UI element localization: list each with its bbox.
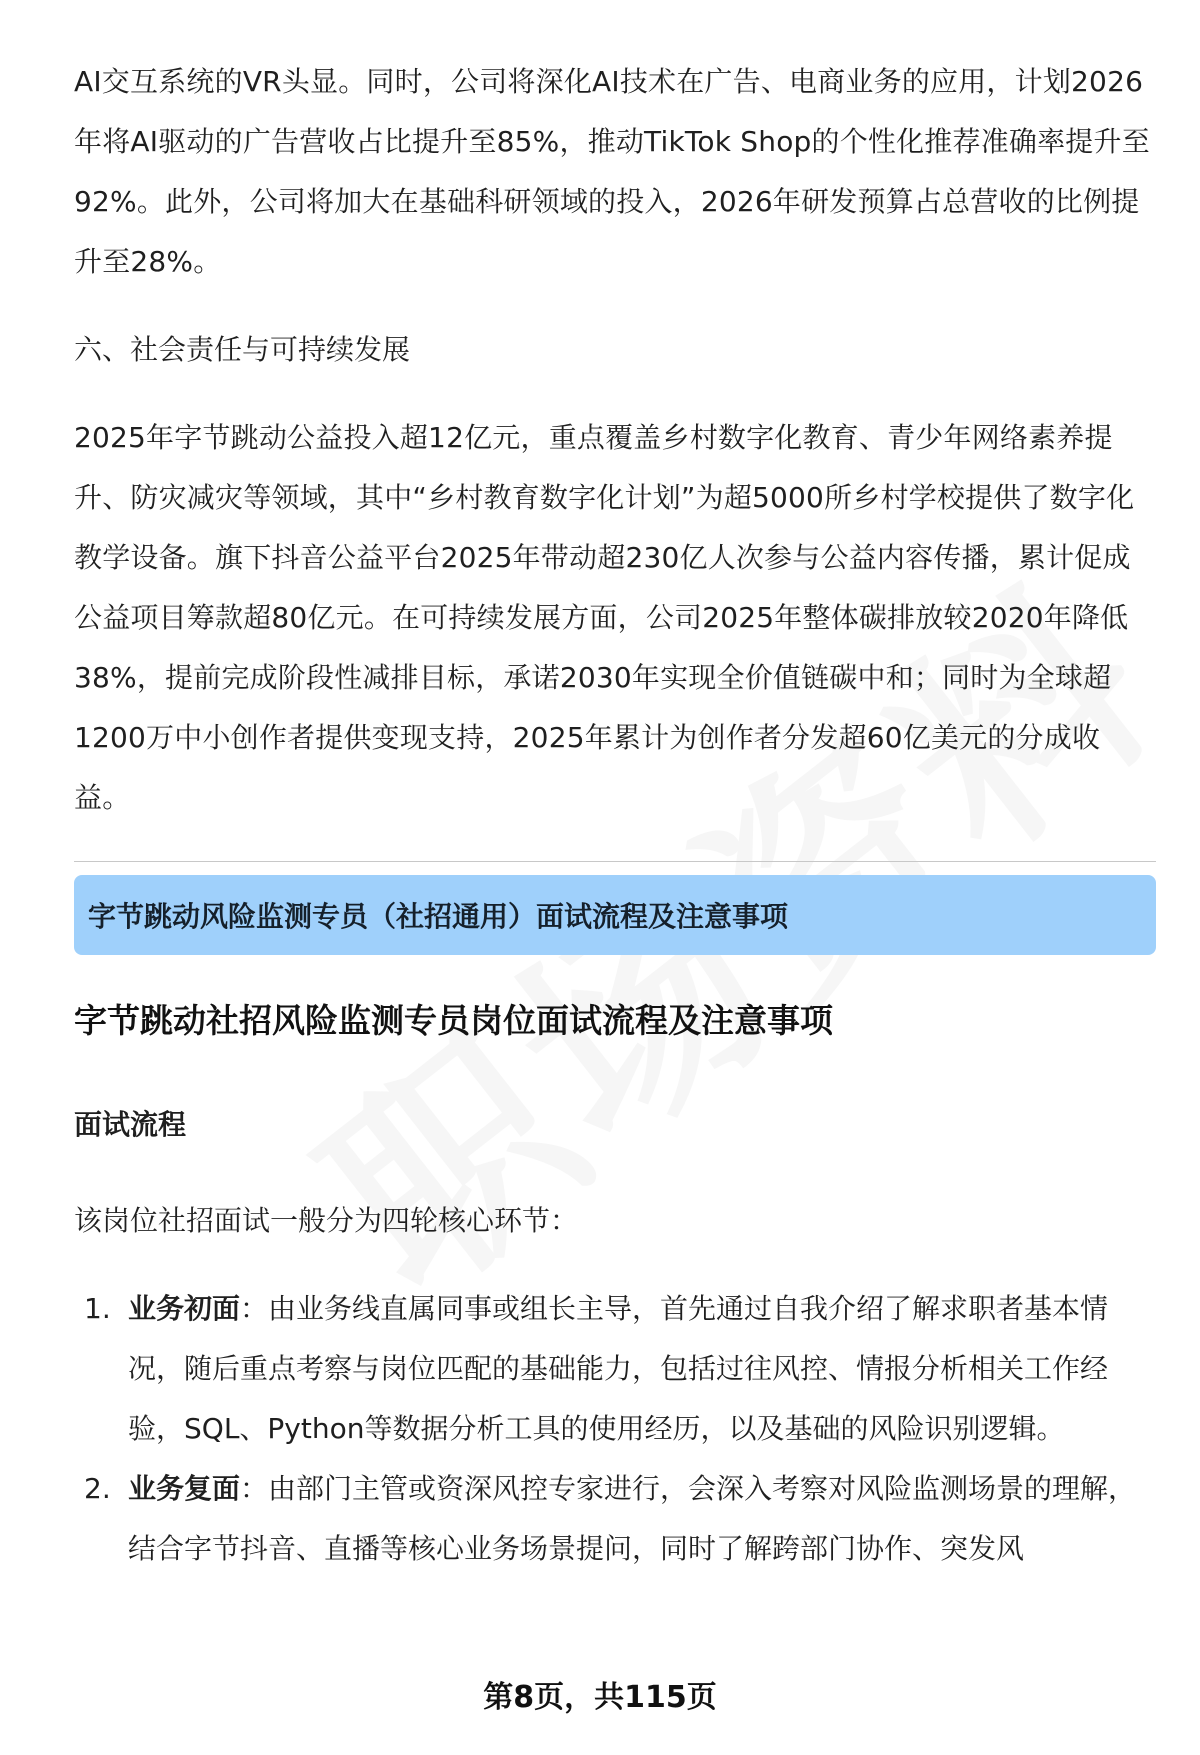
- step-item: [74, 1279, 1156, 1459]
- interview-steps: [74, 1279, 1156, 1579]
- page-footer: 第8页，共115页: [483, 1680, 717, 1715]
- step-text: ：由业务线直属同事或组长主导，首先通过自我介绍了解求职者基本情况，随后重点考察与岗位匹配的基础能力，包括过往风控、情报分析相关工作经验，SQL、Python等数据分析工具的使用经历，以及基础的风险识别逻辑。: [128, 1292, 1109, 1445]
- section-banner: [74, 875, 1156, 955]
- step-item: [74, 1459, 1156, 1579]
- section-six-title: 六、社会责任与可持续发展: [74, 333, 411, 366]
- step-text: ：由部门主管或资深风控专家进行，会深入考察对风险监测场景的理解，结合字节抖音、直播等核心业务场景提问，同时了解跨部门协作、突发风: [128, 1472, 1137, 1565]
- step-label: 业务初面: [128, 1292, 241, 1325]
- step-number: 2.: [84, 1472, 111, 1505]
- interview-lead: 该岗位社招面试一般分为四轮核心环节：: [74, 1204, 579, 1237]
- step-label: 业务复面: [128, 1472, 241, 1505]
- document-page: [74, 52, 1156, 1579]
- interview-heading: 面试流程: [74, 1108, 187, 1141]
- paragraph-continued: AI交互系统的VR头显。同时，公司将深化AI技术在广告、电商业务的应用，计划2026年将AI驱动的广告营收占比提升至85%，推动TikTok Shop的个性化推荐准确率提升至92%。此外，公司将加大在基础科研领域的投入，2026年研发预算占总营收的比例提升至28%。: [74, 65, 1150, 278]
- divider: [74, 861, 1156, 862]
- banner-text: 字节跳动风险监测专员（社招通用）面试流程及注意事项: [88, 900, 789, 933]
- doc-title: 字节跳动社招风险监测专员岗位面试流程及注意事项: [74, 1001, 833, 1040]
- section-six-body: 2025年字节跳动公益投入超12亿元，重点覆盖乡村数字化教育、青少年网络素养提升、防灾减灾等领域，其中“乡村教育数字化计划”为超5000所乡村学校提供了数字化教学设备。旗下抖音公益平台2025年带动超230亿人次参与公益内容传播，累计促成公益项目筹款超80亿元。在可持续发展方面，公司2025年整体碳排放较2020年降低38%，提前完成阶段性减排目标，承诺2030年实现全价值链碳中和；同时为全球超1200万中小创作者提供变现支持，2025年累计为创作者分发超60亿美元的分成收益。: [74, 421, 1135, 814]
- step-number: 1.: [84, 1292, 111, 1325]
